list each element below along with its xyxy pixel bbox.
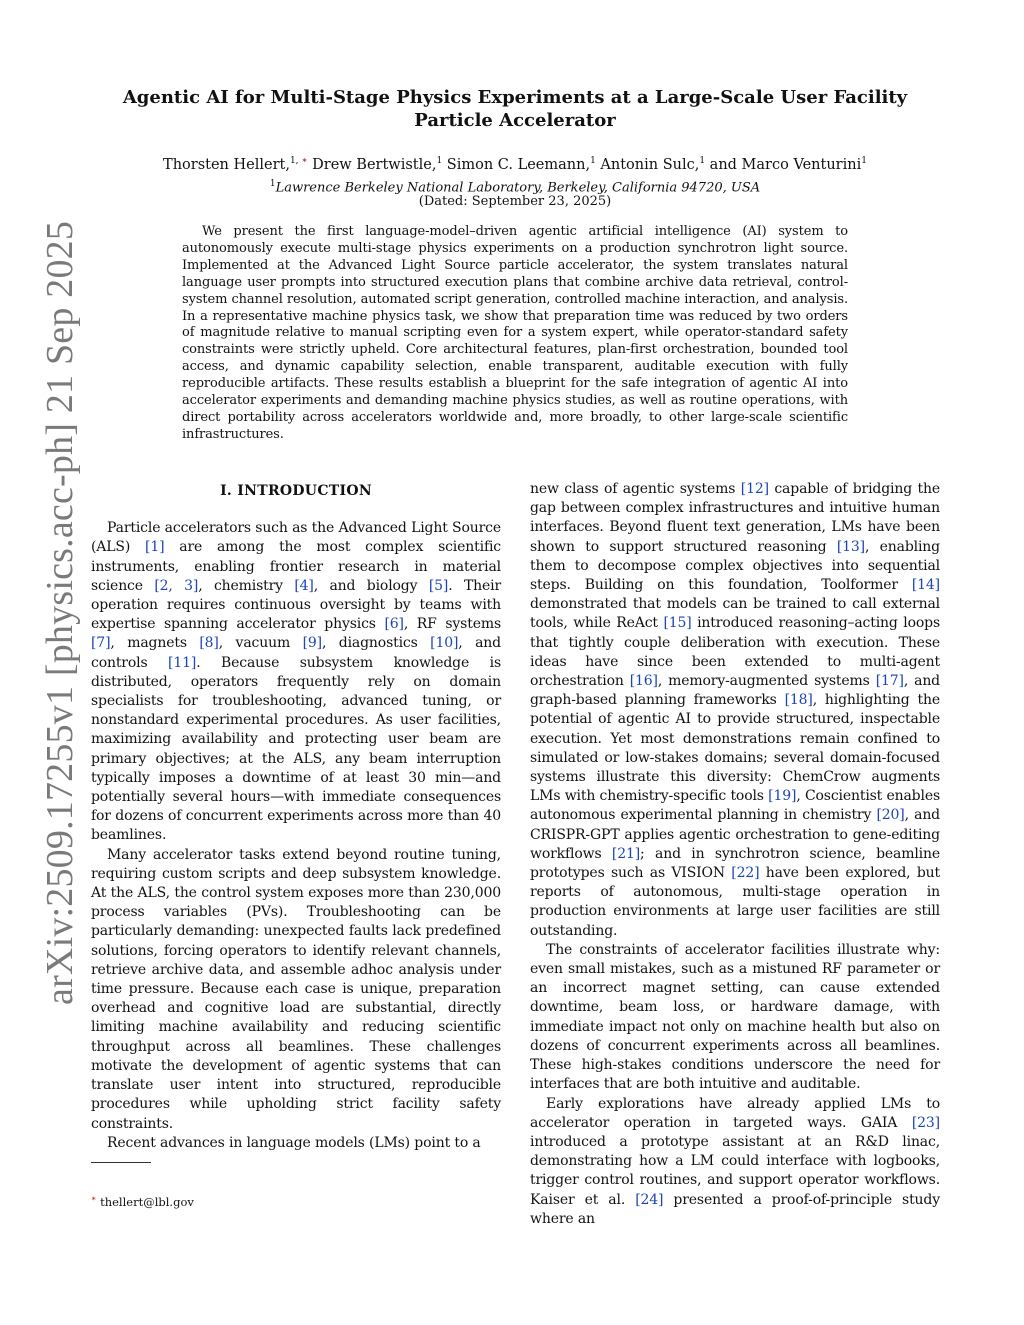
intro-paragraph-3: Recent advances in language models (LMs) point to a xyxy=(107,1134,481,1151)
citation-link[interactable]: [20] xyxy=(876,807,905,824)
paper-title xyxy=(90,86,940,132)
footnote-rule xyxy=(91,1162,151,1163)
citation-link[interactable]: [15] xyxy=(663,615,692,632)
author-name: and Marco Venturini xyxy=(705,156,862,173)
intro-paragraph-2: Many accelerator tasks extend beyond routine tuning, requiring custom scripts and deep subsystem knowledge. At the ALS, the control system exposes more than 230,000 process variables (PVs). Troubleshooting can be particularly demanding: unexpected faults lack predefined solutions, forcing operators to identify relevant channels, retrieve archive data, and assemble adhoc analysis under time pressure. Because each case is unique, preparation overhead and cognitive load are substantial, directly limiting machine availability and reducing scientific throughput across all beamlines. These challenges motivate the development of agentic systems that can translate user intent into structured, reproducible procedures while upholding strict facility safety constraints. xyxy=(91,846,501,1132)
citation-link[interactable]: [6] xyxy=(384,616,404,633)
arxiv-identifier: arXiv:2509.17255v1 [physics.acc-ph] 21 Sep 2025 xyxy=(39,220,81,1005)
author-sup: 1 xyxy=(699,156,706,166)
author-sup: 1 xyxy=(590,156,596,166)
citation-link[interactable]: [9] xyxy=(302,635,322,652)
author-sup: 1 xyxy=(436,156,443,166)
citation-link[interactable]: [22] xyxy=(731,865,760,882)
footnote-mark: ∗ xyxy=(91,1194,97,1203)
intro-paragraph-6: Early explorations have already applied LMs to accelerator operation in targeted ways. GAIA [23] introduced a prototype assistant at an R&D linac, demonstrating how a LM could interface with logbooks, trigger control routines, and support operator workflows. Kaiser et al. [24] presented a proof-of-principle study where an xyxy=(530,1095,940,1227)
title-line-2: Particle Accelerator xyxy=(414,110,616,131)
section-title: I. INTRODUCTION xyxy=(220,483,372,499)
author-name: Simon C. Leemann, xyxy=(442,156,591,173)
citation-link[interactable]: [10] xyxy=(430,635,459,652)
citation-link[interactable]: [16] xyxy=(629,673,658,690)
right-column xyxy=(530,480,940,1229)
abstract: We present the first language-model–driven agentic artificial intelligence (AI) system to autonomously execute multi-stage physics experiments on a production synchrotron light source. Implemented at the Advanced Light Source particle accelerator, the system translates natural language user prompts into structured execution plans that combine archive data retrieval, control-system channel resolution, automated script generation, controlled machine interaction, and analysis. In a representative machine physics task, we show that preparation time was reduced by two orders of magnitude relative to manual scripting even for a system expert, while operator-standard safety constraints were strictly upheld. Core architectural features, plan-first orchestration, bounded tool access, and dynamic capability selection, enable transparent, auditable execution with fully reproducible artifacts. These results establish a blueprint for the safe integration of agentic AI into accelerator experiments and demanding machine physics studies, as well as routine operations, with direct portability across accelerators worldwide and, more broadly, to other large-scale scientific infrastructures. xyxy=(182,224,848,442)
citation-link[interactable]: [12] xyxy=(740,481,769,497)
citation-link[interactable]: [17] xyxy=(875,673,904,690)
citation-link[interactable]: [13] xyxy=(836,538,865,555)
intro-paragraph-5: The constraints of accelerator facilities illustrate why: even small mistakes, such as a mistuned RF parameter or an incorrect magnet setting, can cause extended downtime, beam loss, or hardware damage, with immediate impact not only on machine health but also on dozens of concurrent experiments across all beamlines. These high-stakes conditions underscore the need for interfaces that are both intuitive and auditable. xyxy=(530,941,940,1093)
citation-link[interactable]: [14] xyxy=(911,577,940,594)
affiliation-sup: 1 xyxy=(269,179,276,189)
citation-link[interactable]: [19] xyxy=(768,788,797,805)
dated-line: (Dated: September 23, 2025) xyxy=(418,194,612,209)
author-list xyxy=(90,152,940,174)
citation-link[interactable]: [5] xyxy=(428,577,449,594)
citation-link[interactable]: [4] xyxy=(294,577,314,594)
citation-link[interactable]: [24] xyxy=(635,1191,664,1208)
affiliation-text: Lawrence Berkeley National Laboratory, Berkeley, California 94720, USA xyxy=(275,180,761,196)
footnote xyxy=(91,1192,194,1209)
intro-paragraph-1: Particle accelerators such as the Advanced Light Source (ALS) [1] are among the most complex scientific instruments, enabling frontier research in material science [2, 3], chemistry [4], and biology [5]. Their operation requires continuous oversight by teams with expertise spanning accelerator physics [6], RF systems [7], magnets [8], vacuum [9], diagnostics [10], and controls [11]. Because subsystem knowledge is distributed, operators frequently rely on domain specialists for troubleshooting, advanced tuning, or nonstandard experimental procedures. As user facilities, maximizing availability and protecting user beam are primary objectives; at the ALS, any beam interruption typically imposes a downtime of at least 30 min—and potentially several hours—with immediate consequences for dozens of concurrent experiments across more than 40 beamlines. xyxy=(91,520,502,844)
title-line-1: Agentic AI for Multi-Stage Physics Experiments at a Large-Scale User Facility xyxy=(122,87,908,108)
citation-link[interactable]: [7] xyxy=(91,635,111,652)
author-name: Drew Bertwistle, xyxy=(307,156,437,173)
author-sup: 1 xyxy=(861,156,867,166)
citation-link[interactable]: [11] xyxy=(168,654,197,671)
intro-paragraph-4: new class of agentic systems [12] capable of bridging the gap between complex infrastructures and intuitive human interfaces. Beyond fluent text generation, LMs have been shown to support structured reasoning [13], enabling them to decompose complex objectives into sequential steps. Building on this foundation, Toolformer [14] demonstrated that models can be trained to call external tools, while ReAct [15] introduced reasoning–acting loops that tightly couple deliberation with execution. These ideas have since been extended to multi-agent orchestration [16], memory-augmented systems [17], and graph-based planning frameworks [18], highlighting the potential of agentic AI to provide structured, inspectable execution. Yet most demonstrations remain confined to simulated or low-stakes domains; several domain-focused systems illustrate this diversity: ChemCrow augments LMs with chemistry-specific tools [19], Coscientist enables autonomous experimental planning in chemistry [20], and CRISPR-GPT applies agentic orchestration to gene-editing workflows [21]; and in synchrotron science, beamline prototypes such as VISION [22] have been explored, but reports of autonomous, multi-stage operation in production environments at large user facilities are still outstanding. xyxy=(530,481,941,939)
author-name: Antonin Sulc, xyxy=(595,156,700,173)
footnote-email[interactable]: thellert@lbl.gov xyxy=(100,1194,194,1209)
citation-link[interactable]: [21] xyxy=(611,845,641,862)
citation-link[interactable]: [18] xyxy=(784,692,813,709)
citation-link[interactable]: [23] xyxy=(911,1114,940,1131)
citation-link[interactable]: [2, 3] xyxy=(154,577,199,594)
citation-link[interactable]: [1] xyxy=(145,539,165,556)
left-column xyxy=(91,480,501,1153)
author-sup: 1, xyxy=(289,156,302,166)
citation-link[interactable]: [8] xyxy=(199,635,219,652)
corresponding-author-mark[interactable]: ∗ xyxy=(301,156,308,166)
author-name: Thorsten Hellert, xyxy=(163,156,290,173)
